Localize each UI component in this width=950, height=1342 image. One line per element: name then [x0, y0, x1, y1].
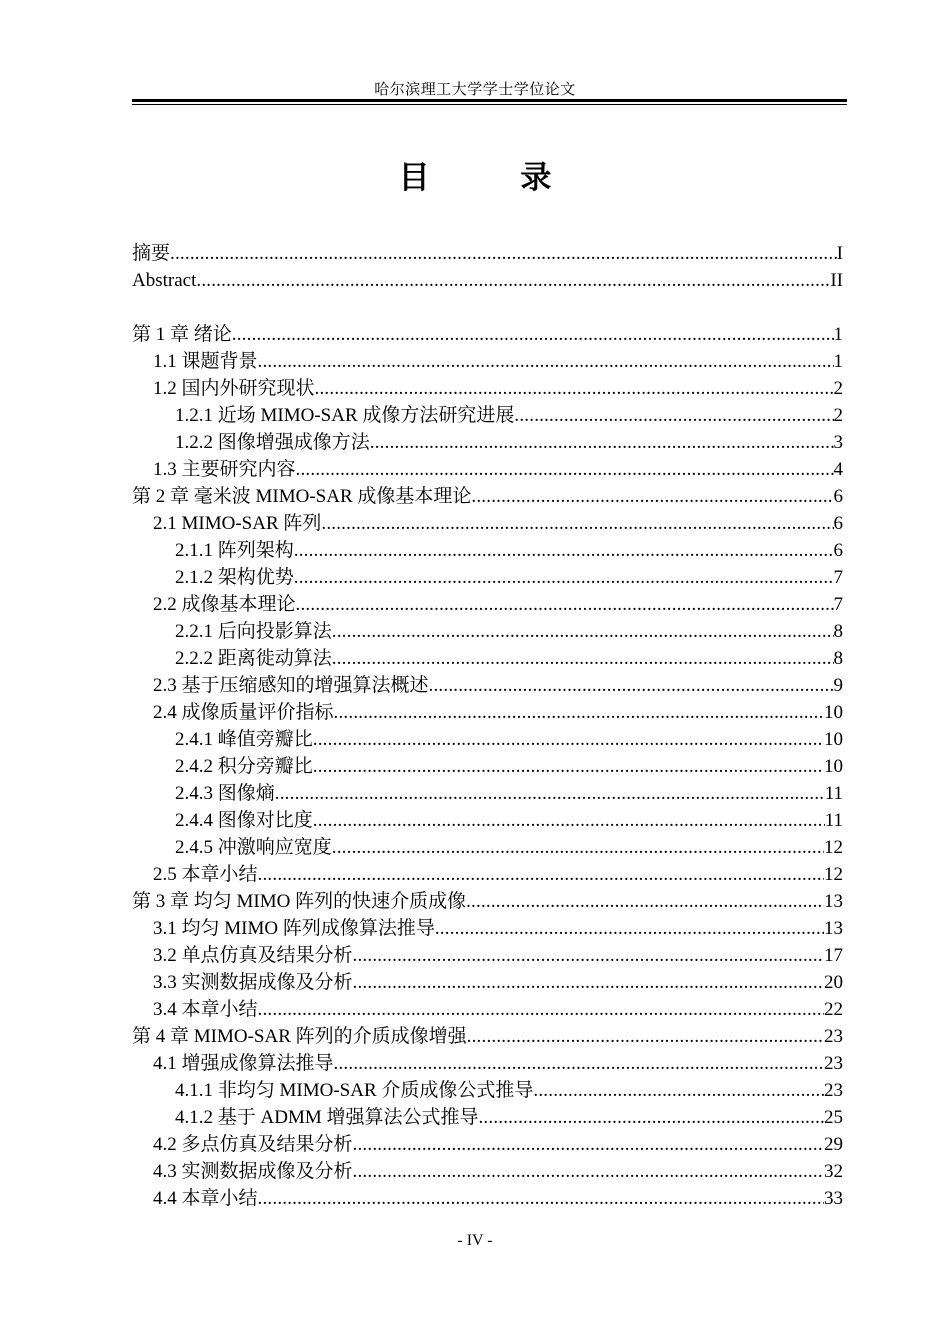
- toc-entry-abstract-en[interactable]: [132, 267, 843, 294]
- toc-entry-page: 22: [824, 999, 843, 1020]
- toc-leader-dots: [435, 915, 824, 942]
- toc-entry-label: 第 3 章 均匀 MIMO 阵列的快速介质成像: [132, 891, 467, 912]
- toc-leader-dots: [514, 402, 833, 429]
- toc-entry-page: 20: [824, 972, 843, 993]
- toc-leader-dots: [296, 591, 834, 618]
- toc-entry-subsection[interactable]: [132, 726, 843, 753]
- toc-entry-page: II: [830, 270, 843, 291]
- toc-leader-dots: [275, 780, 825, 807]
- header-rule-thick: [132, 99, 847, 102]
- toc-entry-label: 4.2 多点仿真及结果分析: [153, 1134, 353, 1155]
- toc-entry-label: 2.4.3 图像熵: [175, 783, 275, 804]
- toc-entry-page: 7: [833, 567, 843, 588]
- toc-leader-dots: [332, 618, 834, 645]
- toc-entry-page: 2: [833, 405, 843, 426]
- toc-entry-page: 1: [833, 324, 843, 345]
- toc-entry-label: 2.4 成像质量评价指标: [153, 702, 334, 723]
- toc-leader-dots: [313, 726, 824, 753]
- toc-leader-dots: [533, 1077, 824, 1104]
- toc-entry-label: 2.1.1 阵列架构: [175, 540, 294, 561]
- toc-entry-label: 3.3 实测数据成像及分析: [153, 972, 353, 993]
- toc-entry-page: 23: [824, 1080, 843, 1101]
- toc-leader-dots: [353, 942, 824, 969]
- toc-entry-label: 1.3 主要研究内容: [153, 459, 296, 480]
- toc-entry-section[interactable]: [132, 591, 843, 618]
- toc-leader-dots: [313, 807, 825, 834]
- toc-entry-section[interactable]: [132, 996, 843, 1023]
- toc-entry-page: 8: [833, 648, 843, 669]
- toc-entry-page: 6: [833, 540, 843, 561]
- toc-entry-subsection[interactable]: [132, 645, 843, 672]
- toc-entry-section[interactable]: [132, 1131, 843, 1158]
- toc-entry-label: 1.2.2 图像增强成像方法: [175, 432, 370, 453]
- toc-entry-subsection[interactable]: [132, 1077, 843, 1104]
- toc-entry-label: Abstract: [132, 270, 197, 291]
- toc-entry-subsection[interactable]: [132, 834, 843, 861]
- toc-entry-section[interactable]: [132, 672, 843, 699]
- toc-entry-page: 13: [824, 918, 843, 939]
- toc-leader-dots: [334, 1050, 824, 1077]
- toc-leader-dots: [478, 1104, 824, 1131]
- toc-entry-page: 12: [824, 864, 843, 885]
- toc-entry-page: 2: [833, 378, 843, 399]
- toc-entries: [132, 321, 843, 1212]
- toc-entry-section[interactable]: [132, 510, 843, 537]
- toc-entry-page: 3: [833, 432, 843, 453]
- toc-entry-subsection[interactable]: [132, 780, 843, 807]
- toc-entry-page: 13: [824, 891, 843, 912]
- toc-entry-label: 1.2 国内外研究现状: [153, 378, 315, 399]
- toc-entry-page: 8: [833, 621, 843, 642]
- toc-entry-label: 4.1 增强成像算法推导: [153, 1053, 334, 1074]
- toc-entry-label: 2.5 本章小结: [153, 864, 258, 885]
- toc-entry-subsection[interactable]: [132, 753, 843, 780]
- toc-entry-label: 1.2.1 近场 MIMO-SAR 成像方法研究进展: [175, 405, 515, 426]
- toc-entry-page: 29: [824, 1134, 843, 1155]
- toc-entry-section[interactable]: [132, 861, 843, 888]
- toc-entry-label: 2.3 基于压缩感知的增强算法概述: [153, 675, 429, 696]
- toc-entry-label: 第 1 章 绪论: [132, 324, 232, 345]
- toc-entry-page: 32: [824, 1161, 843, 1182]
- toc-entry-page: 12: [824, 837, 843, 858]
- toc-entry-subsection[interactable]: [132, 564, 843, 591]
- toc-leader-dots: [258, 348, 834, 375]
- toc-leader-dots: [313, 753, 824, 780]
- toc-leader-dots: [258, 861, 824, 888]
- toc-leader-dots: [332, 645, 834, 672]
- toc-spacer: [132, 294, 843, 321]
- toc-entry-page: 23: [824, 1053, 843, 1074]
- toc-entry-page: 10: [824, 702, 843, 723]
- toc-entry-label: 4.1.2 基于 ADMM 增强算法公式推导: [175, 1107, 479, 1128]
- toc-leader-dots: [370, 429, 834, 456]
- toc-entry-label: 第 2 章 毫米波 MIMO-SAR 成像基本理论: [132, 486, 472, 507]
- toc-entry-page: 23: [824, 1026, 843, 1047]
- toc-entry-section[interactable]: [132, 969, 843, 996]
- toc-leader-dots: [258, 996, 824, 1023]
- toc-leader-dots: [296, 456, 834, 483]
- toc-entry-subsection[interactable]: [132, 618, 843, 645]
- toc-entry-label: 4.4 本章小结: [153, 1188, 258, 1209]
- toc-entry-section[interactable]: [132, 1158, 843, 1185]
- toc-entry-page: 6: [833, 513, 843, 534]
- header-rule-thin: [132, 104, 847, 105]
- toc-leader-dots: [466, 888, 824, 915]
- toc-entry-subsection[interactable]: [132, 807, 843, 834]
- toc-entry-page: 11: [824, 783, 843, 804]
- toc-entry-label: 3.2 单点仿真及结果分析: [153, 945, 353, 966]
- toc-entry-label: 2.2 成像基本理论: [153, 594, 296, 615]
- toc-leader-dots: [467, 1023, 824, 1050]
- toc-entry-page: 7: [833, 594, 843, 615]
- toc-leader-dots: [232, 321, 834, 348]
- toc-entry-label: 第 4 章 MIMO-SAR 阵列的介质成像增强: [132, 1026, 467, 1047]
- toc-leader-dots: [321, 510, 833, 537]
- toc-entry-label: 2.4.1 峰值旁瓣比: [175, 729, 313, 750]
- toc-entry-label: 2.2.2 距离徙动算法: [175, 648, 332, 669]
- toc-leader-dots: [353, 1158, 824, 1185]
- toc-title: 目 录: [398, 160, 592, 196]
- toc-entry-chapter[interactable]: [132, 321, 843, 348]
- toc-entry-section[interactable]: [132, 456, 843, 483]
- toc-leader-dots: [294, 564, 834, 591]
- toc-entry-page: 4: [833, 459, 843, 480]
- toc-entry-label: 3.1 均匀 MIMO 阵列成像算法推导: [153, 918, 435, 939]
- toc-leader-dots: [315, 375, 834, 402]
- toc-entry-label: 4.3 实测数据成像及分析: [153, 1161, 353, 1182]
- toc-entry-chapter[interactable]: [132, 1023, 843, 1050]
- toc-entry-label: 3.4 本章小结: [153, 999, 258, 1020]
- toc-entry-chapter[interactable]: [132, 888, 843, 915]
- toc-entry-label: 1.1 课题背景: [153, 351, 258, 372]
- toc-entry-chapter[interactable]: [132, 483, 843, 510]
- toc-entry-label: 2.2.1 后向投影算法: [175, 621, 332, 642]
- toc-entry-subsection[interactable]: [132, 402, 843, 429]
- toc-entry-subsection[interactable]: [132, 537, 843, 564]
- toc-leader-dots: [429, 672, 834, 699]
- page-number: - IV -: [457, 1232, 493, 1249]
- toc-leader-dots: [170, 240, 837, 267]
- toc-entry-page: I: [836, 243, 843, 264]
- toc-entry-label: 2.4.5 冲激响应宽度: [175, 837, 332, 858]
- toc-entry-section[interactable]: [132, 942, 843, 969]
- toc-entry-subsection[interactable]: [132, 429, 843, 456]
- toc-entry-label: 2.4.2 积分旁瓣比: [175, 756, 313, 777]
- toc-entry-page: 10: [824, 756, 843, 777]
- toc-entry-page: 10: [824, 729, 843, 750]
- toc-leader-dots: [353, 1131, 824, 1158]
- toc-entry-page: 6: [833, 486, 843, 507]
- toc-entry-page: 9: [833, 675, 843, 696]
- page-header-title: 哈尔滨理工大学学士学位论文: [374, 82, 576, 98]
- toc-entry-section[interactable]: [132, 348, 843, 375]
- toc-entry-label: 2.1 MIMO-SAR 阵列: [153, 513, 322, 534]
- toc-entry-page: 33: [824, 1188, 843, 1209]
- toc-leader-dots: [353, 969, 824, 996]
- toc-leader-dots: [332, 834, 824, 861]
- toc-entry-page: 11: [824, 810, 843, 831]
- toc-leader-dots: [196, 267, 830, 294]
- toc-entry-section[interactable]: [132, 1185, 843, 1212]
- toc-leader-dots: [294, 537, 834, 564]
- toc-entry-page: 1: [833, 351, 843, 372]
- toc-entry-abstract-cn[interactable]: [132, 240, 843, 267]
- toc-entry-label: 4.1.1 非均匀 MIMO-SAR 介质成像公式推导: [175, 1080, 534, 1101]
- toc-entry-section[interactable]: [132, 699, 843, 726]
- toc-entry-section[interactable]: [132, 1050, 843, 1077]
- toc-entry-page: 17: [824, 945, 843, 966]
- toc-leader-dots: [258, 1185, 824, 1212]
- toc-entry-page: 25: [824, 1107, 843, 1128]
- toc-entry-subsection[interactable]: [132, 1104, 843, 1131]
- toc-leader-dots: [471, 483, 833, 510]
- toc-list: [132, 240, 843, 1212]
- toc-entry-label: 2.4.4 图像对比度: [175, 810, 313, 831]
- toc-entry-section[interactable]: [132, 375, 843, 402]
- toc-leader-dots: [334, 699, 824, 726]
- toc-entry-label: 摘要: [132, 243, 171, 264]
- toc-entry-section[interactable]: [132, 915, 843, 942]
- toc-entry-label: 2.1.2 架构优势: [175, 567, 294, 588]
